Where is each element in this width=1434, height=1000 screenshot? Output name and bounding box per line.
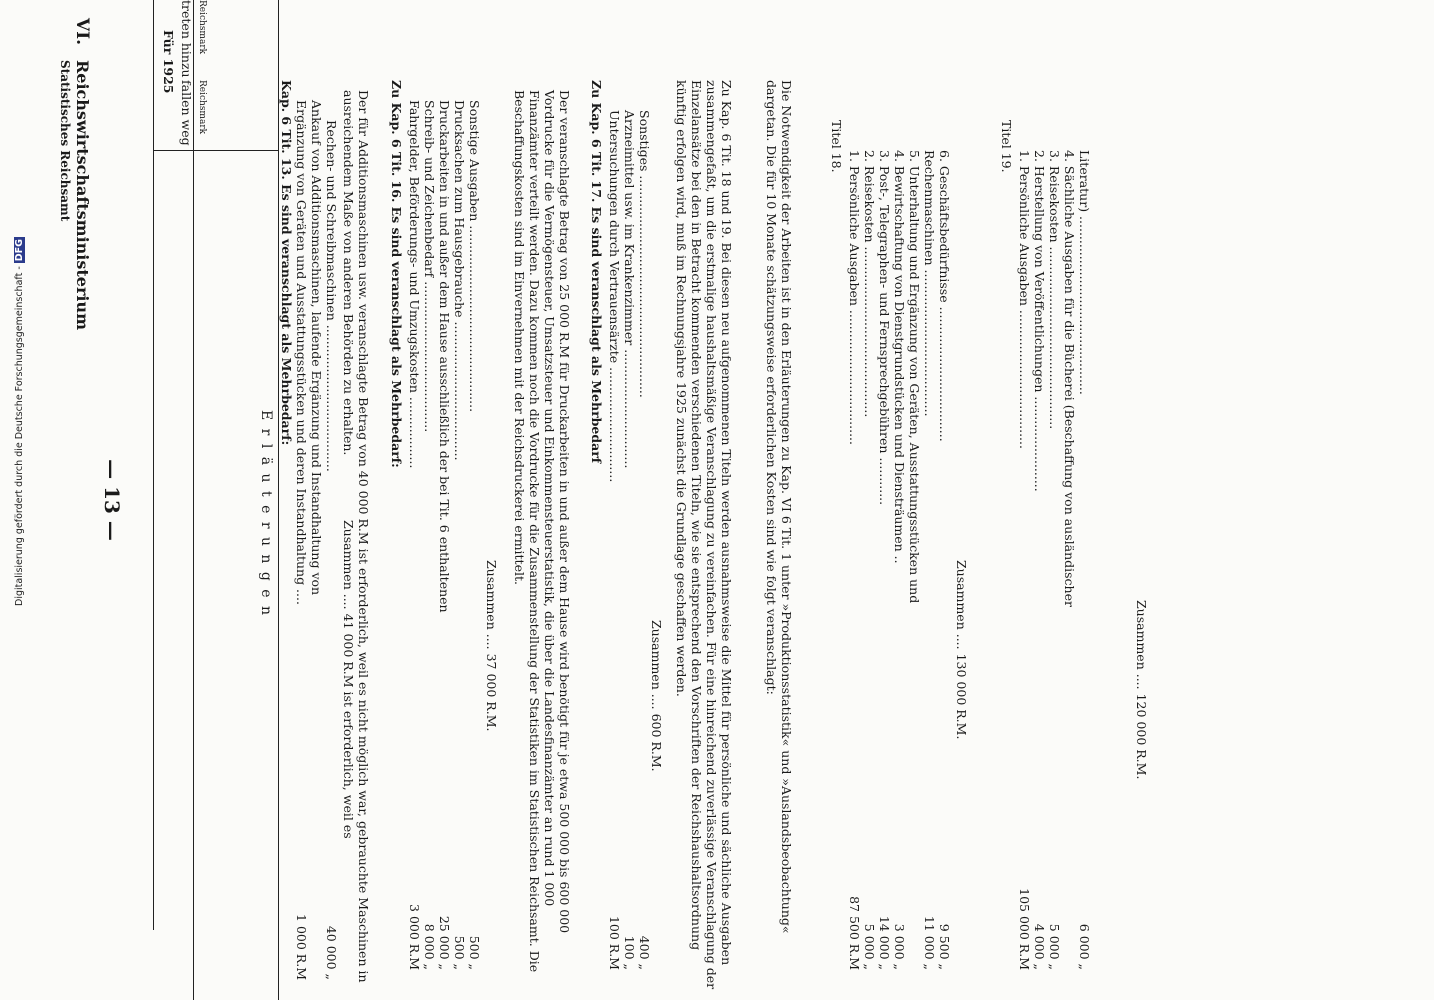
titel19-sum: Zusammen .... 120 000 R.M. xyxy=(1134,600,1149,780)
tit1819-explanation: Die Notwendigkeit der Arbeiten ist in den Erläuterungen zu Kap. VI 6 Tit. 1 unter »Produktionsstatistik« und »Auslandsbeobachtung« dargetan. Die für 10 Monate schätzungsweise erforderlichen Kosten sind wie folgt veranschlagt: xyxy=(764,80,794,934)
tit16-item-amount: 25 000 „ xyxy=(437,915,452,970)
tit16-item-label: Fahrgelder, Beförderungs- und Umzugskosten .................. xyxy=(407,100,422,469)
titel18-item-label: Rechenmaschinen ..................................... xyxy=(922,150,937,417)
titel19-item-label: 4. Sächliche Ausgaben für die Bücherei (Beschaffung von ausländischer xyxy=(1062,150,1077,607)
top-frame-rule xyxy=(153,0,154,930)
col1-label: treten hinzu xyxy=(179,0,194,78)
titel19-item-label: Literatur) ............................................. xyxy=(1077,150,1092,395)
tit1819-heading: Zu Kap. 6 Tit. 18 und 19. Bei diesen neu aufgenommenen Titeln werden ausnahmsweise die Mittel für persönliche und sächliche Ausgaben zusammengefaßt, um die erstmalige haushaltsmäßige Veranschlagung zu vereinfachen. Für eine hinreichend zuverlässige Veranschlagung der Einzelansätze bei den in Betracht kommenden verschiedenen Titeln, wie sie entsprechend den Vorschriften der Reichshaushaltsordnung künftig erfolgen wird, muß im Rechnungsjahre 1925 zunächst die Grundlage geschaffen werden. xyxy=(674,80,734,990)
titel18-item-label: 3. Post-, Telegraphen- und Fernsprechgebühren ............ xyxy=(877,150,892,506)
office-subtitle: Statistisches Reichsamt xyxy=(58,60,72,222)
tit17-item-label: Arzneimittel usw. im Krankenzimmer .............................. xyxy=(622,110,637,469)
tit17-item-label: Untersuchungen durch Vertrauensärzte ............................. xyxy=(607,110,622,483)
titel19-item-amount: 105 000 R.M xyxy=(1017,888,1032,970)
titel19-item-label: 2. Herstellung von Veröffentlichungen ........................ xyxy=(1032,150,1047,492)
titel18-item-amount: 5 000 „ xyxy=(862,923,877,970)
titel18-label: Titel 18. xyxy=(829,120,844,173)
chapter-number: VI. xyxy=(72,18,92,46)
tit13-line3-amount: 40 000 „ xyxy=(324,925,339,980)
titel18-item-label: 1. Persönliche Ausgaben .................................. xyxy=(847,150,862,445)
tit16-item-amount: 500 „ xyxy=(452,935,467,970)
header-divider xyxy=(154,150,279,151)
ministry-title: Reichswirtschaftsministerium xyxy=(73,60,92,331)
tit13-line1: Ergänzung von Geräten und Ausstattungsstücken und deren Instandhaltung .... xyxy=(294,100,309,605)
titel18-item-label: 4. Bewirtschaftung von Dienstgrundstücken und Diensträumen .. xyxy=(892,150,907,564)
titel18-item-amount: 9 500 „ xyxy=(937,923,952,970)
tit16-item-label: Druckarbeiten in und außer dem Hause ausschließlich der bei Tit. 6 enthaltenen xyxy=(437,100,452,613)
tit17-item-amount: 400 „ xyxy=(637,935,652,970)
tit16-item-amount: 8 000 „ xyxy=(422,923,437,970)
col2-label: fallen weg xyxy=(179,80,194,146)
tit16-item-label: Schreib- und Zeichenbedarf ...................................... xyxy=(422,100,437,433)
titel19-item-amount: 6 000 „ xyxy=(1077,923,1092,970)
tit13-line1-amount: 1 000 R.M xyxy=(294,914,309,980)
titel19-item-amount: 4 000 „ xyxy=(1032,923,1047,970)
tit13-sum: Zusammen .... 41 000 R.M ist erforderlich, weil es xyxy=(341,520,356,839)
titel18-item-amount: 11 000 „ xyxy=(922,915,937,970)
titel19-item-label: 1. Persönliche Ausgaben ................................... xyxy=(1017,150,1032,449)
tit16-item-label: Sonstige Ausgaben ............................................... xyxy=(467,100,482,413)
tit16-item-label: Drucksachen zum Hausgebrauche ................................... xyxy=(452,100,467,461)
tit16-item-amount: 500 „ xyxy=(467,935,482,970)
tit17-item-label: Sonstiges ........................................................ xyxy=(637,110,652,398)
tit17-heading: Zu Kap. 6 Tit. 17. Es sind veranschlagt als Mehrbedarf xyxy=(589,80,604,464)
tit16-explanation: Der veranschlagte Betrag von 25 000 R.M für Druckarbeiten in und außer dem Hause wird benötigt für je etwa 500 000 bis 600 000 Vordrucke für die Vermögensteuer, Umsatzsteuer und Einkommensteuerstatistik, die über die Landesfinanzämter an rund 1 000 Finanzämter verteilt werden. Dazu kommen noch die Vordrucke für die Zusammenstellung der Statistiken im Statistischen Reichsamt. Die Beschaffungskosten sind im Einvernehmen mit der Reichsdruckerei ermittelt. xyxy=(512,90,572,973)
titel18-item-amount: 14 000 „ xyxy=(877,915,892,970)
tit13-line2: Ankauf von Additionsmaschinen, laufende Ergänzung und Instandhaltung von xyxy=(309,100,324,596)
tit13-line3: Rechen- und Schreibmaschinen ..................................... xyxy=(324,120,339,472)
footer-text: Digitalisierung gefördert durch die Deutsche Forschungsgemeinschaft - xyxy=(14,266,25,606)
titel18-sum: Zusammen .... 130 000 R.M. xyxy=(954,560,969,740)
tit13-heading: Kap. 6 Tit. 13. Es sind veranschlagt als Mehrbedarf: xyxy=(279,80,294,446)
digitization-footer xyxy=(0,0,25,1000)
page-number: — 13 — xyxy=(100,459,124,541)
titel18-item-label: 2. Reisekosten ........................................... xyxy=(862,150,877,418)
titel18-item-label: 5. Unterhaltung und Ergänzung von Geräten, Ausstattungsstücken und xyxy=(907,150,922,604)
titel18-item-label: 6. Geschäftsbedürfnisse .................................. xyxy=(937,150,952,442)
titel19-item-label: 3. Reisekosten .............................................. xyxy=(1047,150,1062,430)
section-title: E r l ä u t e r u n g e n xyxy=(258,410,274,618)
titel18-item-amount: 87 500 R.M xyxy=(847,896,862,970)
tit16-heading: Zu Kap. 6 Tit. 16. Es sind veranschlagt als Mehrbedarf: xyxy=(389,80,404,468)
tit17-item-amount: 100 R.M xyxy=(607,915,622,970)
tit13-explanation: Der für Additionsmaschinen usw. veranschlagte Betrag von 40 000 R.M ist erforderlich, weil es nicht möglich war, gebrauchte Maschinen in ausreichendem Maße von anderen Behörden zu erhalten. xyxy=(341,90,371,983)
titel19-item-amount: 5 000 „ xyxy=(1047,923,1062,970)
col1-unit: Reichsmark xyxy=(197,0,207,55)
year-label: Für 1925 xyxy=(161,30,176,94)
titel19-label: Titel 19. xyxy=(999,120,1014,173)
titel18-item-amount: 3 000 „ xyxy=(892,923,907,970)
tit16-item-amount: 3 000 R.M xyxy=(407,904,422,970)
dfg-logo: DFG xyxy=(14,239,25,262)
col2-unit: Reichsmark xyxy=(197,80,207,135)
tit17-sum: Zusammen .... 600 R.M. xyxy=(649,620,664,772)
tit16-sum: Zusammen .... 37 000 R.M. xyxy=(484,560,499,732)
tit17-item-amount: 100 „ xyxy=(622,935,637,970)
